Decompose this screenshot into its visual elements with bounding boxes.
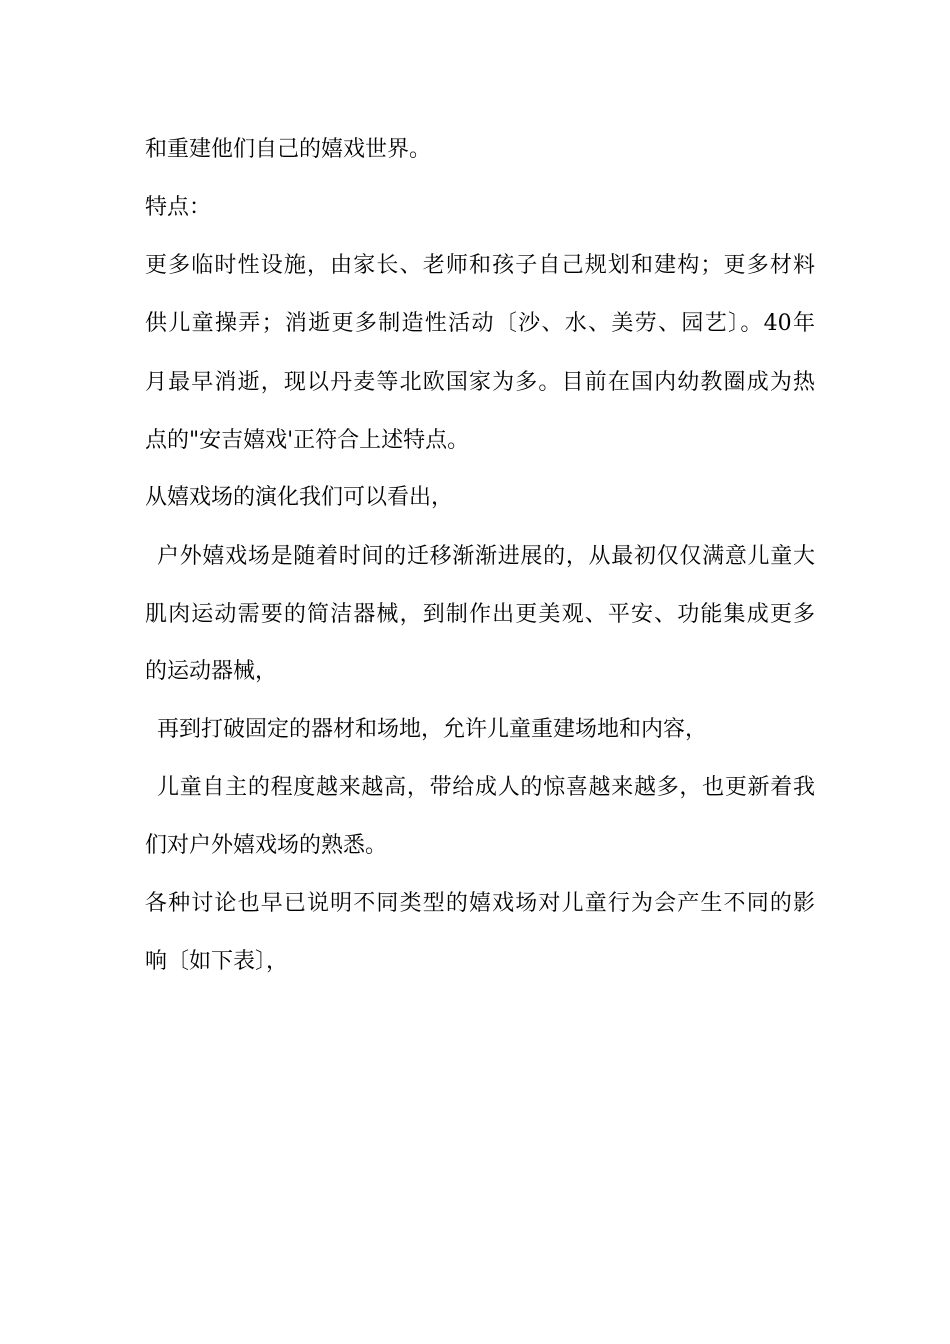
text-line: 响〔如下表〕，	[145, 949, 289, 974]
text-line: 的运动器械，	[145, 659, 278, 684]
text-line: 们对户外嬉戏场的熟悉。	[145, 833, 388, 858]
text-line: 户外嬉戏场是随着时间的迁移渐渐进展的，从最初仅仅满意儿童大	[157, 544, 815, 569]
text-line: 儿童自主的程度越来越高，带给成人的惊喜越来越多，也更新着我	[157, 775, 815, 800]
text-line: 月最早消逝，现以丹麦等北欧国家为多。目前在国内幼教圈成为热	[145, 370, 815, 395]
text-line: 供儿童操弄；消逝更多制造性活动〔沙、水、美劳、园艺〕。40年	[145, 311, 815, 336]
text-line: 肌肉运动需要的简洁器械，到制作出更美观、平安、功能集成更多	[145, 602, 815, 627]
text-line: 点的"安吉嬉戏'正符合上述特点。	[145, 428, 470, 453]
text-line: 和重建他们自己的嬉戏世界。	[145, 137, 432, 162]
text-line: 各种讨论也早已说明不同类型的嬉戏场对儿童行为会产生不同的影	[145, 891, 815, 916]
text-line: 更多临时性设施，由家长、老师和孩子自己规划和建构；更多材料	[145, 253, 815, 278]
text-line: 再到打破固定的器材和场地，允许儿童重建场地和内容，	[157, 717, 708, 742]
section-heading: 特点：	[145, 195, 212, 220]
text-line: 从嬉戏场的演化我们可以看出，	[145, 485, 454, 510]
